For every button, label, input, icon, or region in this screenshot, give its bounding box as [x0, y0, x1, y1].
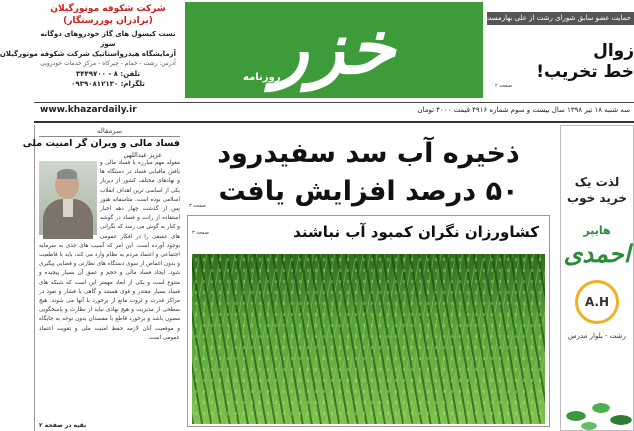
main-story — [185, 125, 556, 431]
leaf-decoration — [561, 396, 633, 430]
teaser-page-ref: صفحه ۲ — [495, 83, 512, 89]
side-ad-brand-small: هایپر — [583, 224, 611, 237]
teaser-line1: زوال — [593, 41, 634, 61]
ah-logo-letters: A.H — [584, 295, 610, 309]
ad-address: آدرس: رشت - خمام - چیرکاه - مرکز خدمات خودرویی — [40, 60, 176, 67]
ah-logo-icon — [575, 280, 619, 324]
masthead-logo — [185, 2, 483, 98]
editorial-title: فساد مالی و ویران گر امنیت ملی — [22, 138, 180, 149]
rice-field-photo — [192, 254, 545, 424]
photo-caption[interactable]: کشاورزان نگران کمبود آب نباشند — [293, 223, 539, 241]
ad-phone: تلفن: ۸ - ۳۴۴۹۷۰۰ — [75, 70, 141, 78]
editorial-author: عزیز عبداللهی — [123, 151, 162, 159]
info-bar-top-rule — [34, 102, 634, 103]
editorial-label: سرمقاله — [96, 127, 123, 135]
photo-frame — [187, 215, 550, 427]
side-ad-address: رشت - بلوار مدرس — [568, 332, 626, 340]
top-headline: حمایت عضو سابق شورای رشت از علی بهارمست — [487, 12, 634, 25]
main-page-ref: صفحه ۳ — [189, 203, 206, 209]
ad-line1: نست کیسول های گاز خودروهای دوگانه سوز — [40, 30, 176, 48]
logo-text: خزر — [272, 5, 396, 91]
side-ad-line2: خرید خوب — [567, 191, 627, 205]
side-ad-line1: لذت یک — [574, 175, 620, 189]
ad-line2: آزمایشگاه هیدرواستاتیک شرکت شکوفه موتورگیلان — [0, 50, 176, 58]
date-line: سه شنبه ۱۸ تیر ۱۳۹۸ سال بیست و سوم شماره ۴۹۱۶ قیمت ۴۰۰۰ تومان — [417, 106, 630, 114]
top-ad — [0, 0, 182, 100]
side-ad[interactable] — [560, 125, 634, 431]
author-photo — [39, 161, 97, 235]
ad-subtitle: (برادران پوررستگار) — [63, 16, 153, 26]
info-bar — [34, 104, 634, 120]
teaser-line2: خط تخریب! — [536, 62, 634, 82]
main-headline-line1[interactable]: ذخیره آب سد سفیدرود — [217, 138, 520, 169]
editorial-column — [22, 125, 184, 431]
website[interactable]: www.khazardaily.ir — [40, 105, 137, 115]
side-ad-brand-big: احمدی — [563, 239, 631, 268]
photo-page-ref: صفحه ۳ — [192, 230, 209, 236]
editorial-continued[interactable]: بقیه در صفحه ۲ — [39, 422, 180, 429]
editorial-body: مقوله مهم مبارزه با فساد مالی و یافتن مافیایی فساد در دستگاه ها و نهادهای مختلف کشور از دیرباز یکی از اساسی ترین اهداف انقلاب اسلامی بوده است. متاسفانه هنوز پس از گذشت چهار دهه اخبار استفاده از رانت و فساد در گوشه و کنار به گوش می رسد که نگرانی های عمیقی را در افکار عمومی بوجود آورده است. این امر که آسیب های جدی به سرمایه اجتماعی و اعتماد مردم به نظام وارد می کند، باید با قاطعیت و بدون اغماض از سوی دستگاه های نظارتی و قضایی پیگیری شود. ایجاد فساد مالی و حجم و عمق آن بسیار پیچیده و متنوع است و یکی از ابعاد مهمتر این است که شبکه های فساد بسیار مقتدر و قوی هستند و گاهی با فشار و نفوذ در مراکز قدرت و ثروت مانع از برخورد با آنها می شوند. هیچ سطحی از مدیریت و هیچ نهادی نباید از نظارت و پاسخگویی مصون باشد و برخورد قاطع با مفسدان بدون توجه به جایگاه و موقعیت آنان لازمه حفظ امنیت ملی و تقویت اعتماد عمومی است. — [39, 160, 180, 341]
masthead-right — [484, 2, 634, 98]
ad-telegram: تلگرام: ۰۹۳۹۰۸۱۲۱۳۰ — [71, 80, 145, 88]
info-bar-bottom-rule — [34, 121, 634, 123]
logo-small-text: روزنامه — [243, 72, 281, 83]
ad-title: شرکت شکوفه موتورگیلان — [50, 4, 166, 14]
main-headline-line2[interactable]: ۵۰ درصد افزایش یافت — [218, 176, 519, 207]
